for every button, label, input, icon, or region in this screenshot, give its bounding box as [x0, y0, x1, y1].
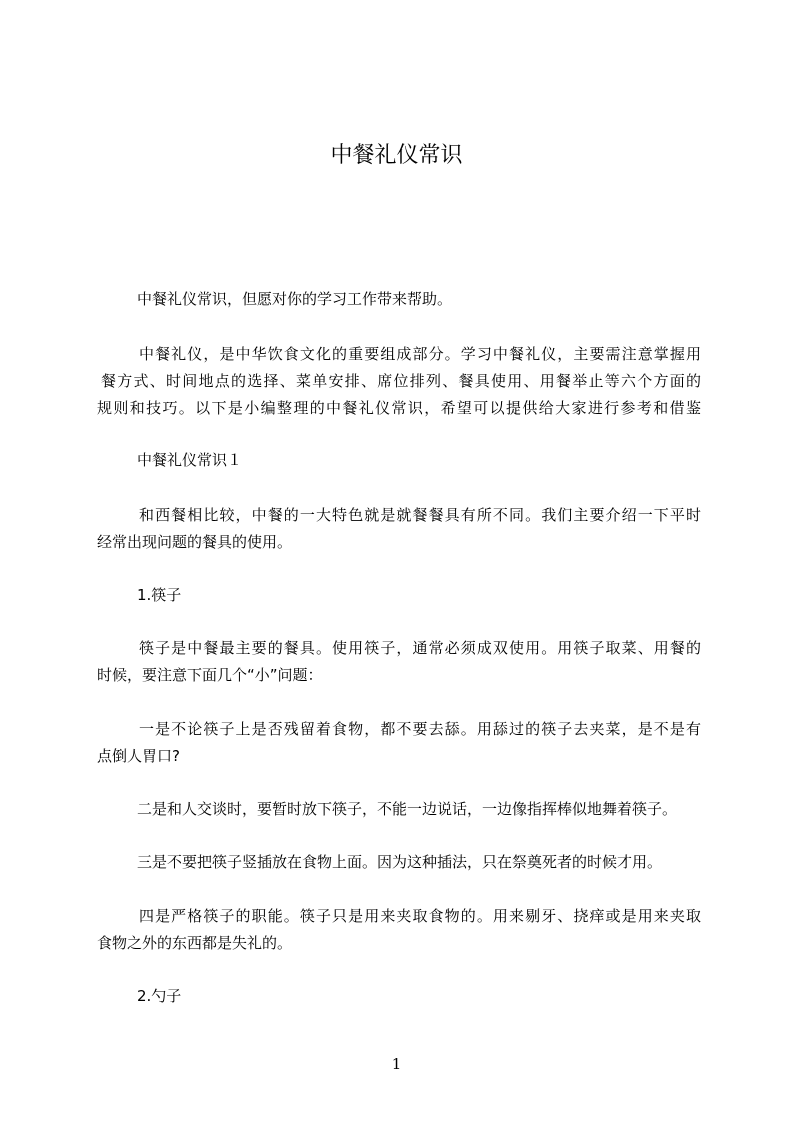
text-line: 1.筷子: [137, 586, 182, 604]
text-line: 点倒人胃口?: [97, 747, 180, 765]
paragraph-rule-two: [97, 796, 707, 823]
text-line: 中餐礼仪，是中华饮食文化的重要组成部分。学习中餐礼仪，主要需注意掌握用: [139, 345, 701, 363]
text-line: 规则和技巧。以下是小编整理的中餐礼仪常识，希望可以提供给大家进行参考和借鉴: [97, 399, 701, 417]
paragraph-rule-one: [97, 716, 701, 770]
text-line: 食物之外的东西都是失礼的。: [97, 934, 293, 952]
text-line: 四是严格筷子的职能。筷子只是用来夹取食物的。用来剔牙、挠痒或是用来夹取: [139, 907, 701, 925]
paragraph-tableware: [97, 502, 701, 556]
document-title: 中餐礼仪常识: [330, 143, 463, 168]
text-line: 二是和人交谈时，要暂时放下筷子，不能一边说话，一边像指挥棒似地舞着筷子。: [137, 800, 678, 818]
text-line: 时候，要注意下面几个“小”问题：: [97, 666, 323, 684]
paragraph-rule-three: [97, 849, 701, 876]
text-line: 筷子是中餐最主要的餐具。使用筷子，通常必须成双使用。用筷子取菜、用餐的: [139, 639, 701, 657]
text-line: 一是不论筷子上是否残留着食物，都不要去舔。用舔过的筷子去夹菜，是不是有: [139, 720, 701, 738]
text-line: 中餐礼仪常识，但愿对你的学习工作带来帮助。: [137, 290, 453, 308]
text-line: 和西餐相比较，中餐的一大特色就是就餐餐具有所不同。我们主要介绍一下平时: [139, 506, 701, 524]
text-line: 2.勺子: [137, 987, 182, 1005]
paragraph-chopsticks: [97, 635, 701, 689]
subheading-spoon: [97, 983, 701, 1010]
page-number: 1: [391, 1055, 402, 1073]
text-line: 中餐礼仪常识１: [137, 451, 243, 469]
subheading-chopsticks: [97, 582, 701, 609]
text-line: 三是不要把筷子竖插放在食物上面。因为这种插法，只在祭奠死者的时候才用。: [137, 853, 663, 871]
paragraph-intro: [97, 286, 701, 313]
paragraph-rule-four: [97, 903, 701, 957]
text-line: 餐方式、时间地点的选择、菜单安排、席位排列、餐具使用、用餐举止等六个方面的: [101, 372, 701, 390]
paragraph-overview: [97, 341, 701, 422]
section-heading: [97, 447, 701, 474]
text-line: 经常出现问题的餐具的使用。: [97, 533, 293, 551]
